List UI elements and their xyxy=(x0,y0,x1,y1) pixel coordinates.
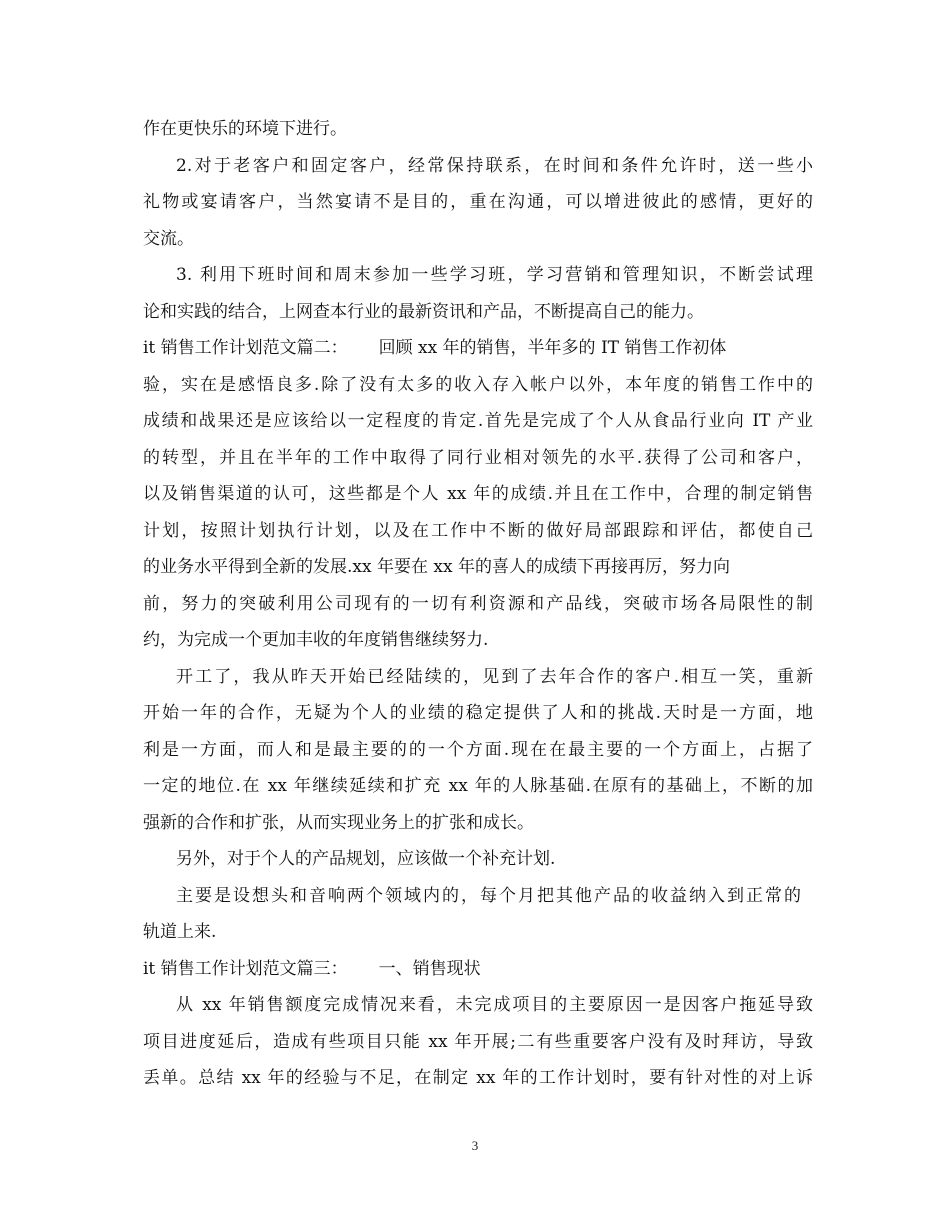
text-line: 另外，对于个人的产品规划，应该做一个补充计划. xyxy=(176,849,556,869)
text-line: 计划，按照计划执行计划，以及在工作中不断的做好局部跟踪和评估，都使自己 xyxy=(143,521,813,541)
section-heading-line: it 销售工作计划范文篇二： 回顾 xx 年的销售，半年多的 IT 销售工作初体 xyxy=(143,338,727,358)
text-line: 开始一年的合作，无疑为个人的业绩的稳定提供了人和的挑战.天时是一方面，地 xyxy=(143,703,813,723)
text-line: 2.对于老客户和固定客户，经常保持联系，在时间和条件允许时，送一些小 xyxy=(176,156,813,176)
text-line: 验，实在是感悟良多.除了没有太多的收入存入帐户以外，本年度的销售工作中的 xyxy=(143,375,813,395)
text-line: 前，努力的突破利用公司现有的一切有利资源和产品线，突破市场各局限性的制 xyxy=(143,594,813,614)
text-line: 从 xx 年销售额度完成情况来看，未完成项目的主要原因一是因客户拖延导致 xyxy=(176,995,813,1015)
text-line: 论和实践的结合，上网查本行业的最新资讯和产品，不断提高自己的能力。 xyxy=(143,302,704,322)
text-line: 以及销售渠道的认可，这些都是个人 xx 年的成绩.并且在工作中，合理的制定销售 xyxy=(143,484,813,504)
text-line: 丢单。总结 xx 年的经验与不足，在制定 xx 年的工作计划时，要有针对性的对上诉 xyxy=(143,1068,813,1088)
text-line: 的业务水平得到全新的发展.xx 年要在 xx 年的喜人的成绩下再接再厉，努力向 xyxy=(143,557,730,577)
text-line: 利是一方面，而人和是最主要的的一个方面.现在在最主要的一个方面上，占据了 xyxy=(143,740,813,760)
text-line: 主要是设想头和音响两个领域内的，每个月把其他产品的收益纳入到正常的 xyxy=(176,886,801,906)
text-line: 礼物或宴请客户，当然宴请不是目的，重在沟通，可以增进彼此的感情，更好的 xyxy=(143,192,813,212)
page-number: 3 xyxy=(471,1138,479,1153)
text-line: 强新的合作和扩张，从而实现业务上的扩张和成长。 xyxy=(143,813,534,833)
text-line: 约，为完成一个更加丰收的年度销售继续努力. xyxy=(143,630,489,650)
text-line: 的转型，并且在半年的工作中取得了同行业相对领先的水平.获得了公司和客户， xyxy=(143,448,813,468)
text-line: 3. 利用下班时间和周末参加一些学习班，学习营销和管理知识，不断尝试理 xyxy=(176,265,813,285)
text-line: 作在更快乐的环境下进行。 xyxy=(143,119,347,139)
text-line: 交流。 xyxy=(143,229,194,249)
text-line: 成绩和战果还是应该给以一定程度的肯定.首先是完成了个人从食品行业向 IT 产业 xyxy=(143,411,813,431)
section-heading-line: it 销售工作计划范文篇三： 一、销售现状 xyxy=(143,959,481,979)
text-line: 轨道上来. xyxy=(143,922,217,942)
text-line: 一定的地位.在 xx 年继续延续和扩充 xx 年的人脉基础.在原有的基础上，不断的加 xyxy=(143,776,813,796)
text-line: 开工了，我从昨天开始已经陆续的，见到了去年合作的客户.相互一笑，重新 xyxy=(176,667,813,687)
text-line: 项目进度延后，造成有些项目只能 xx 年开展;二有些重要客户没有及时拜访，导致 xyxy=(143,1032,813,1052)
